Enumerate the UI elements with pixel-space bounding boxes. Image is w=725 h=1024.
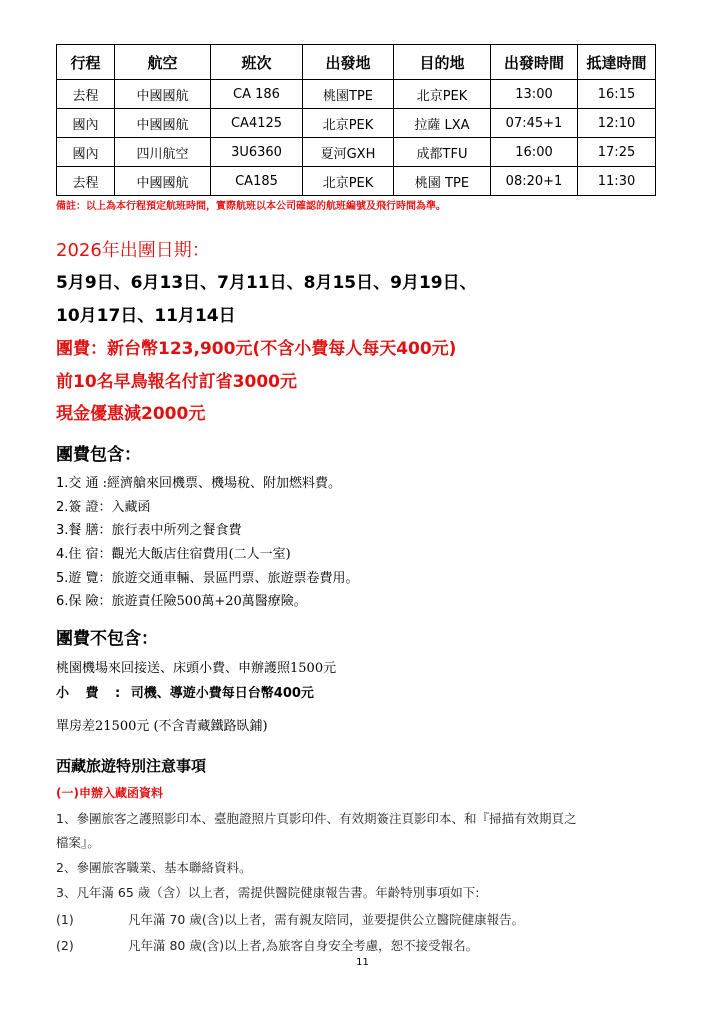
table-cell: 17:25 [578, 138, 656, 167]
tibet-permit-subtitle: (一)申辦入藏函資料 [56, 786, 163, 800]
included-item [56, 567, 359, 586]
table-cell: 北京PEK [303, 167, 394, 196]
table-cell: 中國國航 [115, 80, 211, 109]
tibet-paragraph-3: 3、凡年滿 65 歲（含）以上者，需提供醫院健康報告書。年齡特別事項如下: [56, 885, 480, 900]
table-cell: 桃園TPE [303, 80, 394, 109]
table-cell: CA185 [211, 167, 303, 196]
sub-item-index: (2) [56, 938, 74, 953]
item-text: 住 宿：觀光大飯店住宿費用(二人一室) [68, 547, 291, 562]
table-cell: 北京PEK [394, 80, 491, 109]
table-cell: CA4125 [211, 109, 303, 138]
item-number: 4. [56, 547, 69, 562]
item-number: 1. [56, 476, 69, 491]
header-cell: 行程 [57, 45, 115, 80]
departure-dates-line-1: 5月9日、6月13日、7月11日、8月15日、9月19日、 [56, 273, 477, 293]
included-item [56, 472, 341, 491]
sub-item-index: (1) [56, 912, 74, 927]
item-number: 3. [56, 523, 69, 538]
included-item [56, 543, 291, 562]
included-item [56, 519, 242, 538]
tip-line [56, 682, 314, 701]
table-cell: 四川航空 [115, 138, 211, 167]
page-number: 11 [356, 957, 369, 968]
item-text: 遊 覽：旅遊交通車輛、景區門票、旅遊票卷費用。 [68, 571, 359, 586]
tour-fee: 團費：新台幣123,900元(不含小費每人每天400元) [56, 339, 457, 359]
tibet-sub-item [56, 936, 478, 954]
table-row [57, 80, 656, 109]
item-number: 2. [56, 500, 69, 515]
header-cell: 出發時間 [491, 45, 578, 80]
item-number: 6. [56, 594, 69, 609]
table-cell: 08:20+1 [491, 167, 578, 196]
table-row [57, 138, 656, 167]
table-cell: 北京PEK [303, 109, 394, 138]
flight-table [56, 44, 656, 196]
included-item [56, 496, 151, 515]
header-cell: 航空 [115, 45, 211, 80]
table-row [57, 167, 656, 196]
table-cell: 07:45+1 [491, 109, 578, 138]
table-cell: 去程 [57, 167, 115, 196]
table-cell: 成都TFU [394, 138, 491, 167]
table-cell: CA 186 [211, 80, 303, 109]
item-number: 5. [56, 571, 69, 586]
departure-dates-title: 2026年出團日期： [56, 240, 210, 261]
excluded-line: 桃園機場來回接送、床頭小費、申辦護照1500元 [56, 661, 337, 676]
tibet-sub-item [56, 910, 524, 928]
excluded-title: 團費不包含： [56, 629, 158, 649]
table-cell: 國內 [57, 109, 115, 138]
table-cell: 去程 [57, 80, 115, 109]
item-text: 保 險：旅遊責任險500萬+20萬醫療險。 [68, 594, 307, 609]
tibet-notes-title: 西藏旅遊特別注意事項 [56, 757, 207, 775]
tip-text: 司機、導遊小費每日台幣400元 [126, 686, 314, 701]
table-header-row [57, 45, 656, 80]
header-cell: 抵達時間 [578, 45, 656, 80]
table-cell: 夏河GXH [303, 138, 394, 167]
table-cell: 11:30 [578, 167, 656, 196]
departure-dates-line-2: 10月17日、11月14日 [56, 306, 236, 326]
included-item [56, 590, 307, 609]
item-text: 餐 膳：旅行表中所列之餐食費 [68, 523, 242, 538]
tip-label: 小 費 : [56, 686, 127, 701]
table-cell: 拉薩 LXA [394, 109, 491, 138]
tibet-paragraph-2: 2、參團旅客職業、基本聯絡資料。 [56, 860, 252, 875]
header-cell: 班次 [211, 45, 303, 80]
table-cell: 16:15 [578, 80, 656, 109]
table-cell: 中國國航 [115, 167, 211, 196]
table-cell: 國內 [57, 138, 115, 167]
table-row [57, 109, 656, 138]
table-cell: 中國國航 [115, 109, 211, 138]
table-cell: 桃園 TPE [394, 167, 491, 196]
table-cell: 13:00 [491, 80, 578, 109]
early-bird-discount: 前10名早鳥報名付訂省3000元 [56, 372, 297, 392]
header-cell: 出發地 [303, 45, 394, 80]
tibet-paragraph-1-line-1: 1、參團旅客之護照影印本、臺胞證照片頁影印件、有效期簽注頁影印本、和『掃描有效期頁之 [56, 811, 577, 826]
header-cell: 目的地 [394, 45, 491, 80]
tibet-paragraph-1-line-2: 檔案』。 [56, 835, 100, 850]
included-title: 團費包含： [56, 445, 141, 465]
flight-note: 備註：以上為本行程預定航班時間，實際航班以本公司確認的航班編號及飛行時間為準。 [56, 201, 446, 212]
table-cell: 12:10 [578, 109, 656, 138]
table-cell: 16:00 [491, 138, 578, 167]
item-text: 簽 證：入藏函 [68, 500, 151, 515]
item-text: 交 通 :經濟艙來回機票、機場稅、附加燃料費。 [68, 476, 342, 491]
cash-discount: 現金優惠減2000元 [56, 404, 206, 424]
table-cell: 3U6360 [211, 138, 303, 167]
single-room-supplement: 單房差21500元 (不含青藏鐵路臥鋪) [56, 719, 268, 734]
sub-item-text: 凡年滿 70 歲(含)以上者，需有親友陪同，並要提供公立醫院健康報告。 [128, 912, 525, 927]
sub-item-text: 凡年滿 80 歲(含)以上者,為旅客自身安全考慮，恕不接受報名。 [128, 938, 479, 953]
